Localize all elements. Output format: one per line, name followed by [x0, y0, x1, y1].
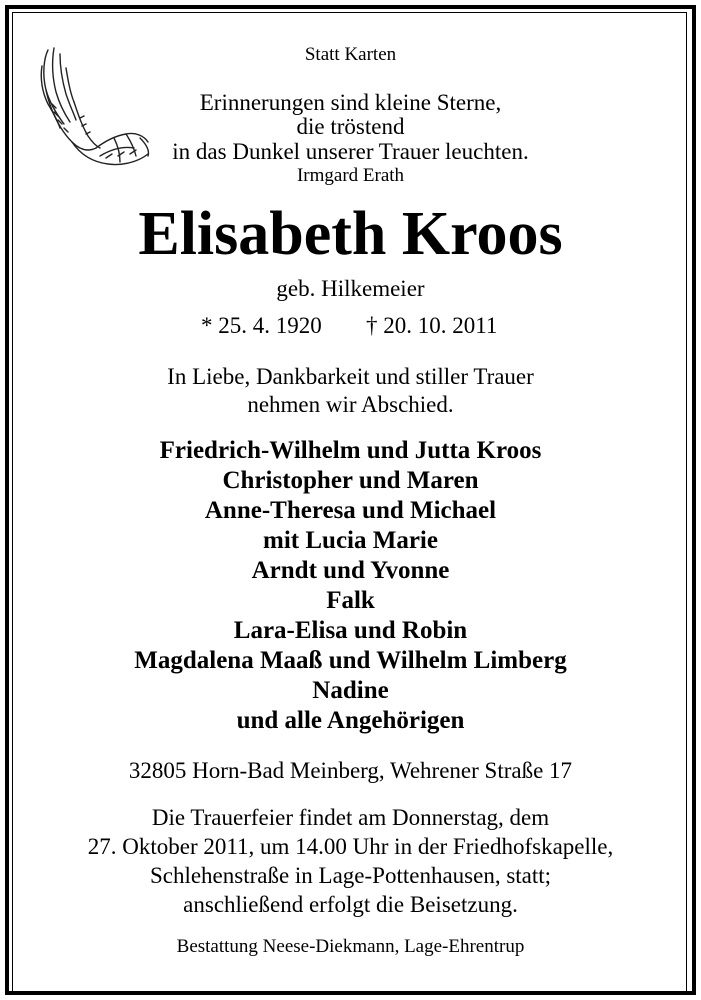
funeral-line: Schlehenstraße in Lage-Pottenhausen, statt; — [149, 863, 552, 888]
family-member: Friedrich-Wilhelm und Jutta Kroos — [159, 437, 542, 464]
poem-author: Irmgard Erath — [296, 165, 405, 186]
address: 32805 Horn-Bad Meinberg, Wehrener Straße 17 — [128, 758, 573, 783]
family-member: Lara-Elisa und Robin — [233, 617, 468, 644]
farewell-line: In Liebe, Dankbarkeit und stiller Trauer — [167, 364, 534, 389]
family-member: Falk — [326, 587, 375, 614]
undertaker: Bestattung Neese-Diekmann, Lage-Ehrentrup — [176, 936, 525, 957]
maiden-name: geb. Hilkemeier — [276, 276, 425, 301]
farewell-line: nehmen wir Abschied. — [247, 392, 454, 417]
deceased-name: Elisabeth Kroos — [138, 200, 563, 268]
statt-karten: Statt Karten — [304, 44, 397, 65]
family-member: Arndt und Yvonne — [251, 557, 450, 584]
family-member: Anne-Theresa und Michael — [204, 497, 497, 524]
family-member: Magdalena Maaß und Wilhelm Limberg — [134, 647, 567, 674]
funeral-line: Die Trauerfeier findet am Donnerstag, dem — [151, 805, 550, 830]
family-member: Nadine — [312, 677, 389, 704]
life-dates — [0, 313, 701, 343]
death-date: † 20. 10. 2011 — [366, 313, 498, 338]
poem-line: die tröstend — [296, 114, 405, 139]
funeral-line: anschließend erfolgt die Beisetzung. — [183, 892, 518, 917]
birth-date: * 25. 4. 1920 — [201, 313, 322, 338]
poem-line: in das Dunkel unserer Trauer leuchten. — [172, 139, 529, 164]
poem-line: Erinnerungen sind kleine Sterne, — [199, 90, 502, 115]
funeral-line: 27. Oktober 2011, um 14.00 Uhr in der Friedhofskapelle, — [87, 834, 614, 859]
family-member: Christopher und Maren — [222, 467, 479, 494]
family-member: und alle Angehörigen — [236, 707, 465, 734]
family-member: mit Lucia Marie — [263, 527, 438, 554]
